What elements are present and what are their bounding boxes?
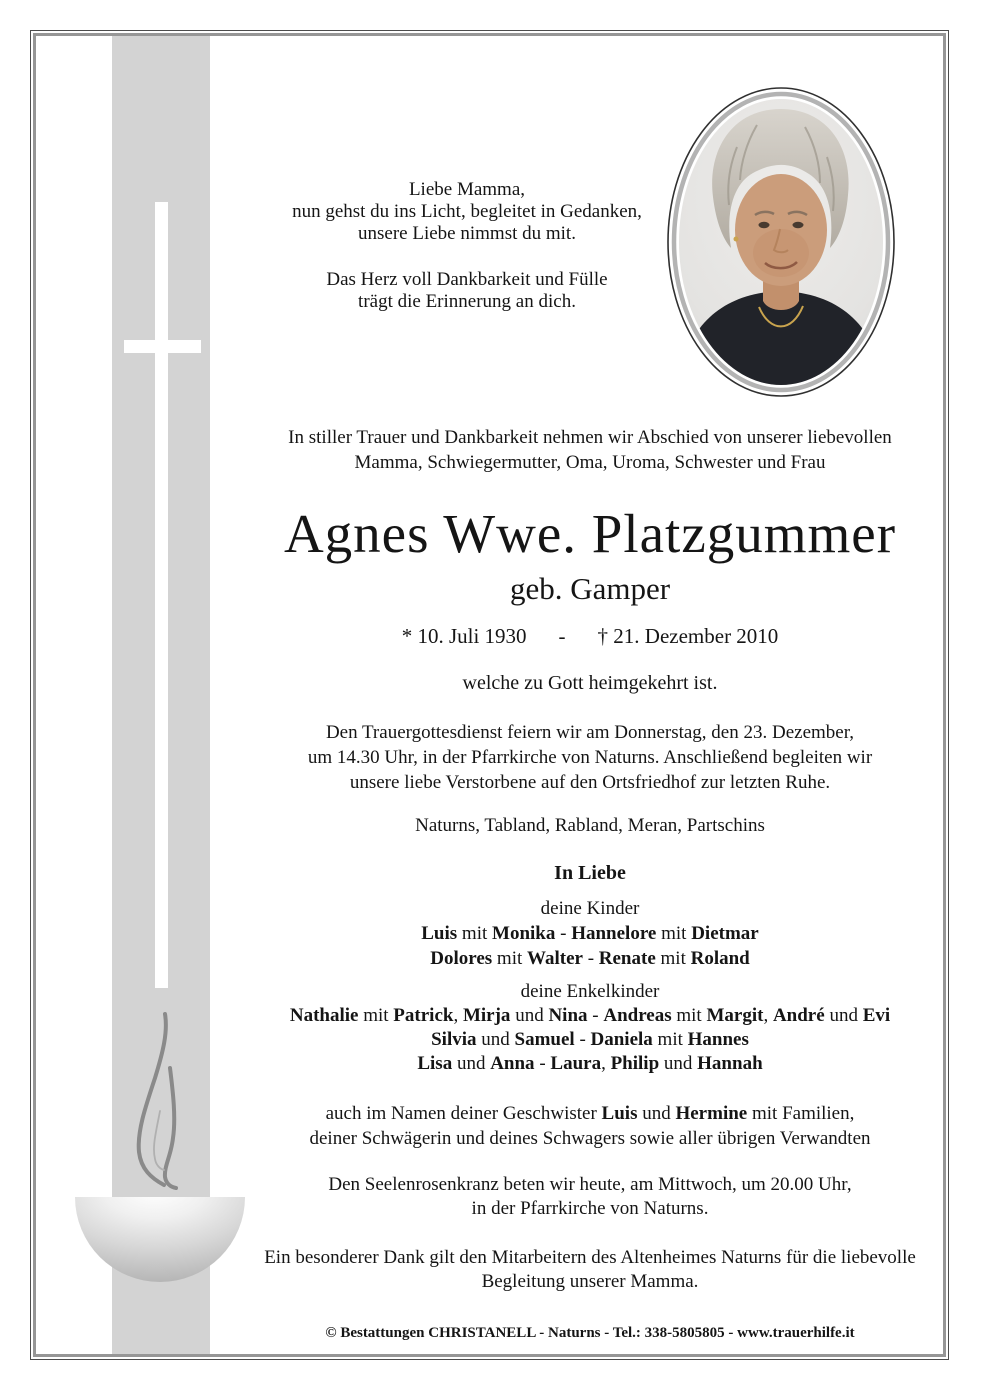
children-label: deine Kinder <box>540 898 640 919</box>
date-separator: - <box>558 624 566 648</box>
rosary-line: Den Seelenrosenkranz beten wir heute, am Mittwoch, um 20.00 Uhr, <box>328 1174 852 1195</box>
verse-line: Liebe Mamma, <box>408 179 526 200</box>
verse-line: unsere Liebe nimmst du mit. <box>358 223 576 244</box>
family-line: Lisa und Anna - Laura, Philip und Hannah <box>417 1053 763 1074</box>
page-frame-inner <box>33 33 946 1357</box>
service-line: Den Trauergottesdienst feiern wir am Donnerstag, den 23. Dezember, <box>325 722 855 743</box>
returned-note: welche zu Gott heimgekehrt ist. <box>462 672 718 694</box>
family-line: Silvia und Samuel - Daniela mit Hannes <box>431 1029 749 1050</box>
death-date: † 21. Dezember 2010 <box>597 624 779 648</box>
footer-credit: © Bestattungen CHRISTANELL - Naturns - Tel.: 338-5805805 - www.trauerhilfe.it <box>325 1325 855 1341</box>
intro-line: Mamma, Schwiegermutter, Oma, Uroma, Schwester und Frau <box>354 452 826 473</box>
family-line: Dolores mit Walter - Renate mit Roland <box>430 948 750 969</box>
relatives-line: auch im Namen deiner Geschwister Luis und Hermine mit Familien, <box>325 1103 855 1124</box>
intro-line: In stiller Trauer und Dankbarkeit nehmen wir Abschied von unserer liebevollen <box>288 427 892 448</box>
page-frame <box>30 30 949 1360</box>
maiden-name: geb. Gamper <box>509 571 671 606</box>
service-line: um 14.30 Uhr, in der Pfarrkirche von Naturns. Anschließend begleiten wir <box>307 747 873 768</box>
verse-line: trägt die Erinnerung an dich. <box>358 291 576 312</box>
thanks-line: Begleitung unserer Mamma. <box>481 1271 699 1292</box>
thanks-line: Ein besonderer Dank gilt den Mitarbeitern des Altenheimes Naturns für die liebevolle <box>264 1247 916 1268</box>
grandchildren-label: deine Enkelkinder <box>520 981 660 1002</box>
family-line: Luis mit Monika - Hannelore mit Dietmar <box>421 923 759 944</box>
relatives-line: deiner Schwägerin und deines Schwagers sowie aller übrigen Verwandten <box>309 1128 871 1149</box>
places-line: Naturns, Tabland, Rabland, Meran, Partschins <box>415 815 765 836</box>
service-line: unsere liebe Verstorbene auf den Ortsfriedhof zur letzten Ruhe. <box>349 772 831 793</box>
verse-line: Das Herz voll Dankbarkeit und Fülle <box>326 269 608 290</box>
family-line: Nathalie mit Patrick, Mirja und Nina - Andreas mit Margit, André und Evi <box>289 1005 891 1026</box>
deceased-name: Agnes Wwe. Platzgummer <box>283 503 897 564</box>
birth-date: * 10. Juli 1930 <box>401 624 527 648</box>
verse-line: nun gehst du ins Licht, begleitet in Gedanken, <box>292 201 642 222</box>
rosary-line: in der Pfarrkirche von Naturns. <box>471 1198 709 1219</box>
family-heading: In Liebe <box>554 862 626 884</box>
